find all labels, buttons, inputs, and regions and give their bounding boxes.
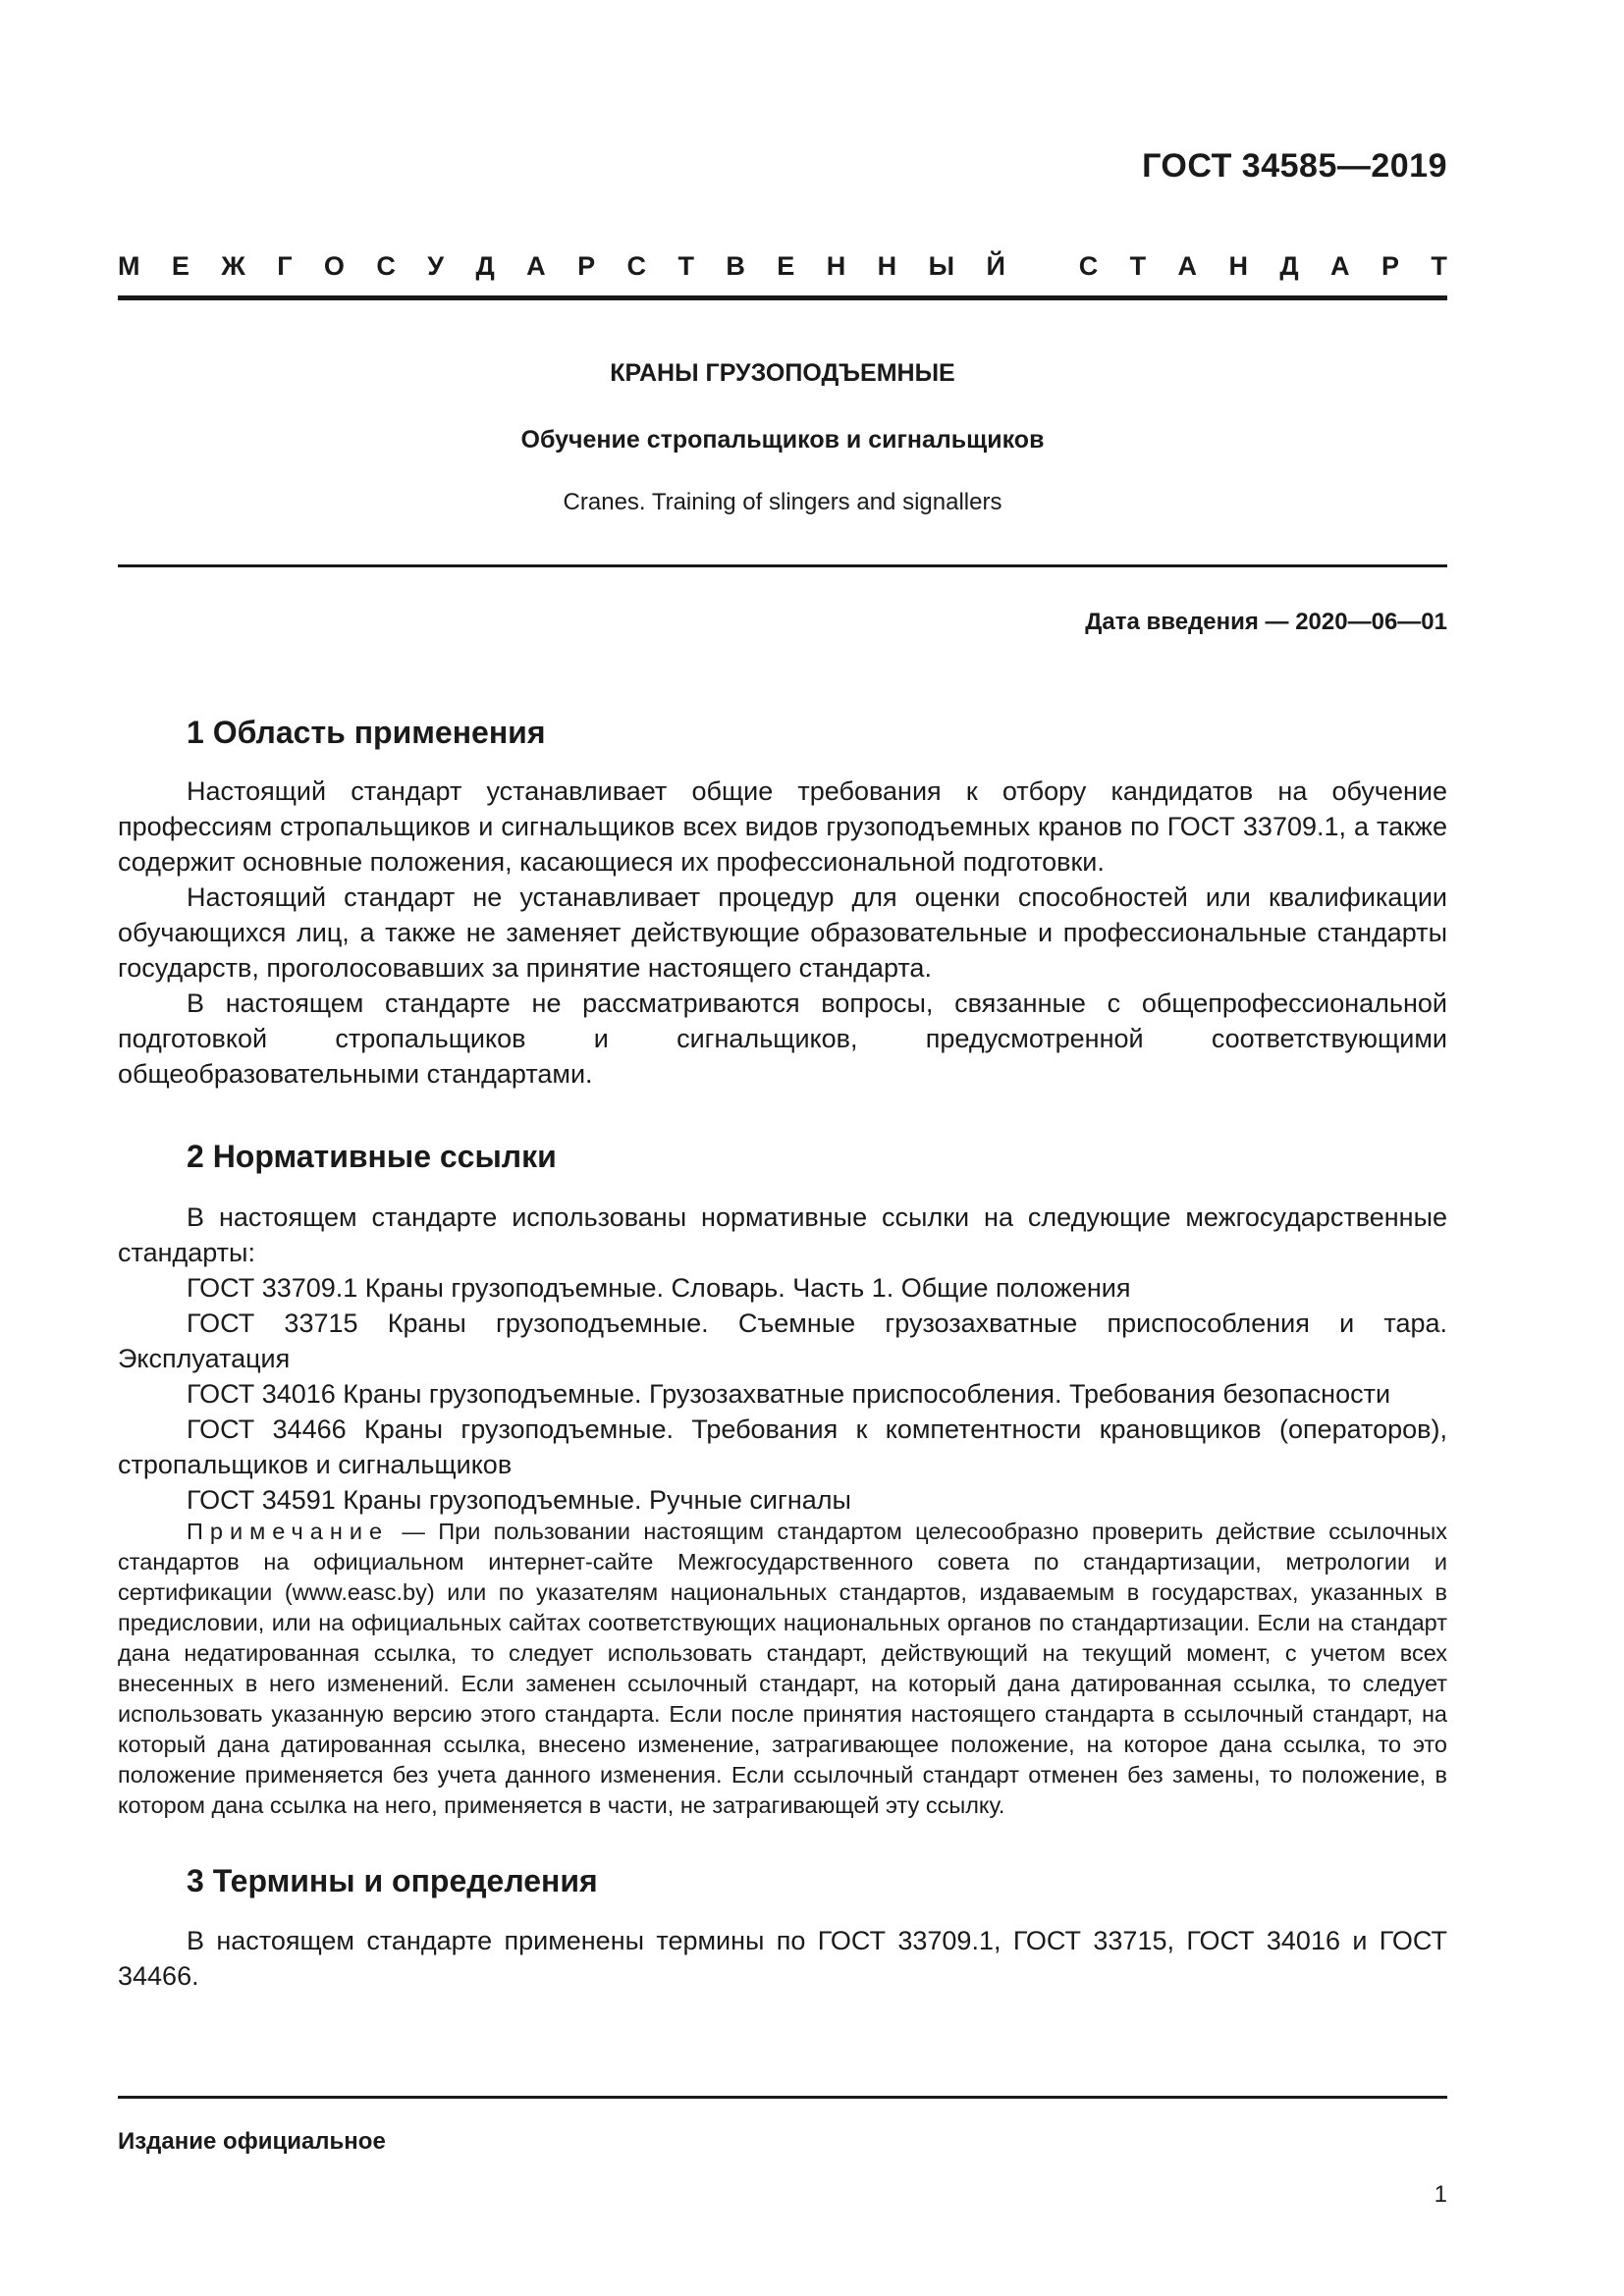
banner-letter: Н xyxy=(1228,251,1248,281)
banner-letter: Й xyxy=(986,251,1005,281)
document-subtitle: Обучение стропальщиков и сигнальщиков xyxy=(520,426,1045,454)
section-2-intro: В настоящем стандарте использованы нормативные ссылки на следующие межгосударственные стандарты: xyxy=(118,1202,1447,1267)
banner-letter: Ж xyxy=(221,251,245,281)
banner-letter: Р xyxy=(1380,251,1399,281)
banner-letter: Н xyxy=(877,251,897,281)
document-title: КРАНЫ ГРУЗОПОДЪЕМНЫЕ xyxy=(610,359,955,387)
reference-item: ГОСТ 34466 Краны грузоподъемные. Требования к компетентности крановщиков (операторов), стропальщиков и сигнальщиков xyxy=(118,1415,1447,1479)
reference-list xyxy=(118,1270,1447,1518)
section-1-paragraph: Настоящий стандарт устанавливает общие требования к отбору кандидатов на обучение профессиям стропальщиков и сигнальщиков всех видов грузоподъемных кранов по ГОСТ 33709.1, а также содержит основные положения, касающиеся их профессиональной подготовки. xyxy=(118,776,1447,877)
section-1-paragraph: В настоящем стандарте не рассматриваются вопросы, связанные с общепрофессиональной подготовкой стропальщиков и сигнальщиков, предусмотренной соответствующими общеобразовательными стандартами. xyxy=(118,988,1447,1089)
section-1-paragraph: Настоящий стандарт не устанавливает процедур для оценки способностей или квалификации обучающихся лиц, а также не заменяет действующие образовательные и профессиональные стандарты государств, проголосовавших за принятие настоящего стандарта. xyxy=(118,882,1447,983)
title-rule xyxy=(118,564,1447,567)
banner-letter: Т xyxy=(677,251,694,281)
section-3-body xyxy=(118,1923,1447,1994)
banner-letter: Д xyxy=(1279,251,1299,281)
header-rule xyxy=(118,295,1447,300)
section-2-heading: 2 Нормативные ссылки xyxy=(187,1139,557,1174)
footer-rule xyxy=(118,2096,1447,2099)
banner-letter: Р xyxy=(577,251,596,281)
gost-number: ГОСТ 34585—2019 xyxy=(1142,147,1447,185)
reference-item: ГОСТ 33715 Краны грузоподъемные. Съемные грузозахватные приспособления и тара. Эксплуатация xyxy=(118,1308,1447,1373)
note-text: — При пользовании настоящим стандартом целесообразно проверить действие ссылочных стандартов на официальном интернет-сайте Межгосударственного совета по стандартизации, метрологии и сертификации (www.easc.by) или по указателям национальных стандартов, издаваемым в государствах, указанных в предисловии, или на официальных сайтах соответствующих национальных органов по стандартизации. Если на стандарт дана недатированная ссылка, то следует использовать стандарт, действующий на текущий момент, с учетом всех внесенных в него изменений. Если заменен ссылочный стандарт, на который дана датированная ссылка, то следует использовать указанную версию этого стандарта. Если после принятия настоящего стандарта в ссылочный стандарт, на который дана датированная ссылка, внесено изменение, затрагивающее положение, на которое дана ссылка, то это положение применяется без учета данного изменения. Если ссылочный стандарт отменен без замены, то положение, в котором дана ссылка на него, применяется в части, не затрагивающей эту ссылку. xyxy=(118,1519,1447,1818)
banner-letter: М xyxy=(118,251,140,281)
word-gap xyxy=(1037,251,1047,282)
banner-letter: В xyxy=(726,251,745,281)
banner-letter: Д xyxy=(475,251,495,281)
banner-letter: А xyxy=(1330,251,1350,281)
section-3-paragraph: В настоящем стандарте применены термины по ГОСТ 33709.1, ГОСТ 33715, ГОСТ 34016 и ГОСТ 34466. xyxy=(118,1926,1447,1991)
banner-letter: О xyxy=(323,251,345,281)
section-1-body xyxy=(118,774,1447,1092)
page-number: 1 xyxy=(1434,2181,1447,2208)
banner-letter: Т xyxy=(1129,251,1147,281)
banner-letter: Е xyxy=(171,251,189,281)
banner-letter: Г xyxy=(277,251,293,281)
interstate-standard-banner xyxy=(118,251,1447,282)
banner-letter: А xyxy=(526,251,546,281)
official-edition-label: Издание официальное xyxy=(118,2128,386,2155)
section-3-heading: 3 Термины и определения xyxy=(187,1863,598,1898)
banner-letter: Н xyxy=(826,251,846,281)
banner-letter: Ы xyxy=(928,251,955,281)
section-2-body xyxy=(118,1200,1447,1518)
banner-letter: А xyxy=(1177,251,1198,281)
reference-item: ГОСТ 34016 Краны грузоподъемные. Грузозахватные приспособления. Требования безопасности xyxy=(187,1379,1391,1409)
document-title-english: Cranes. Training of slingers and signallers xyxy=(563,489,1002,515)
banner-letter: С xyxy=(626,251,647,281)
note-label: Примечание xyxy=(187,1519,390,1544)
reference-note xyxy=(118,1517,1447,1821)
banner-letter: Е xyxy=(777,251,795,281)
banner-letter: У xyxy=(427,251,445,281)
reference-item: ГОСТ 34591 Краны грузоподъемные. Ручные сигналы xyxy=(187,1485,851,1515)
banner-letter: С xyxy=(376,251,396,281)
introduction-date: Дата введения — 2020—06—01 xyxy=(1085,609,1447,635)
section-1-heading: 1 Область применения xyxy=(187,715,546,750)
reference-item: ГОСТ 33709.1 Краны грузоподъемные. Словарь. Часть 1. Общие положения xyxy=(187,1273,1131,1303)
banner-letter: С xyxy=(1078,251,1099,281)
banner-letter: Т xyxy=(1431,251,1447,281)
